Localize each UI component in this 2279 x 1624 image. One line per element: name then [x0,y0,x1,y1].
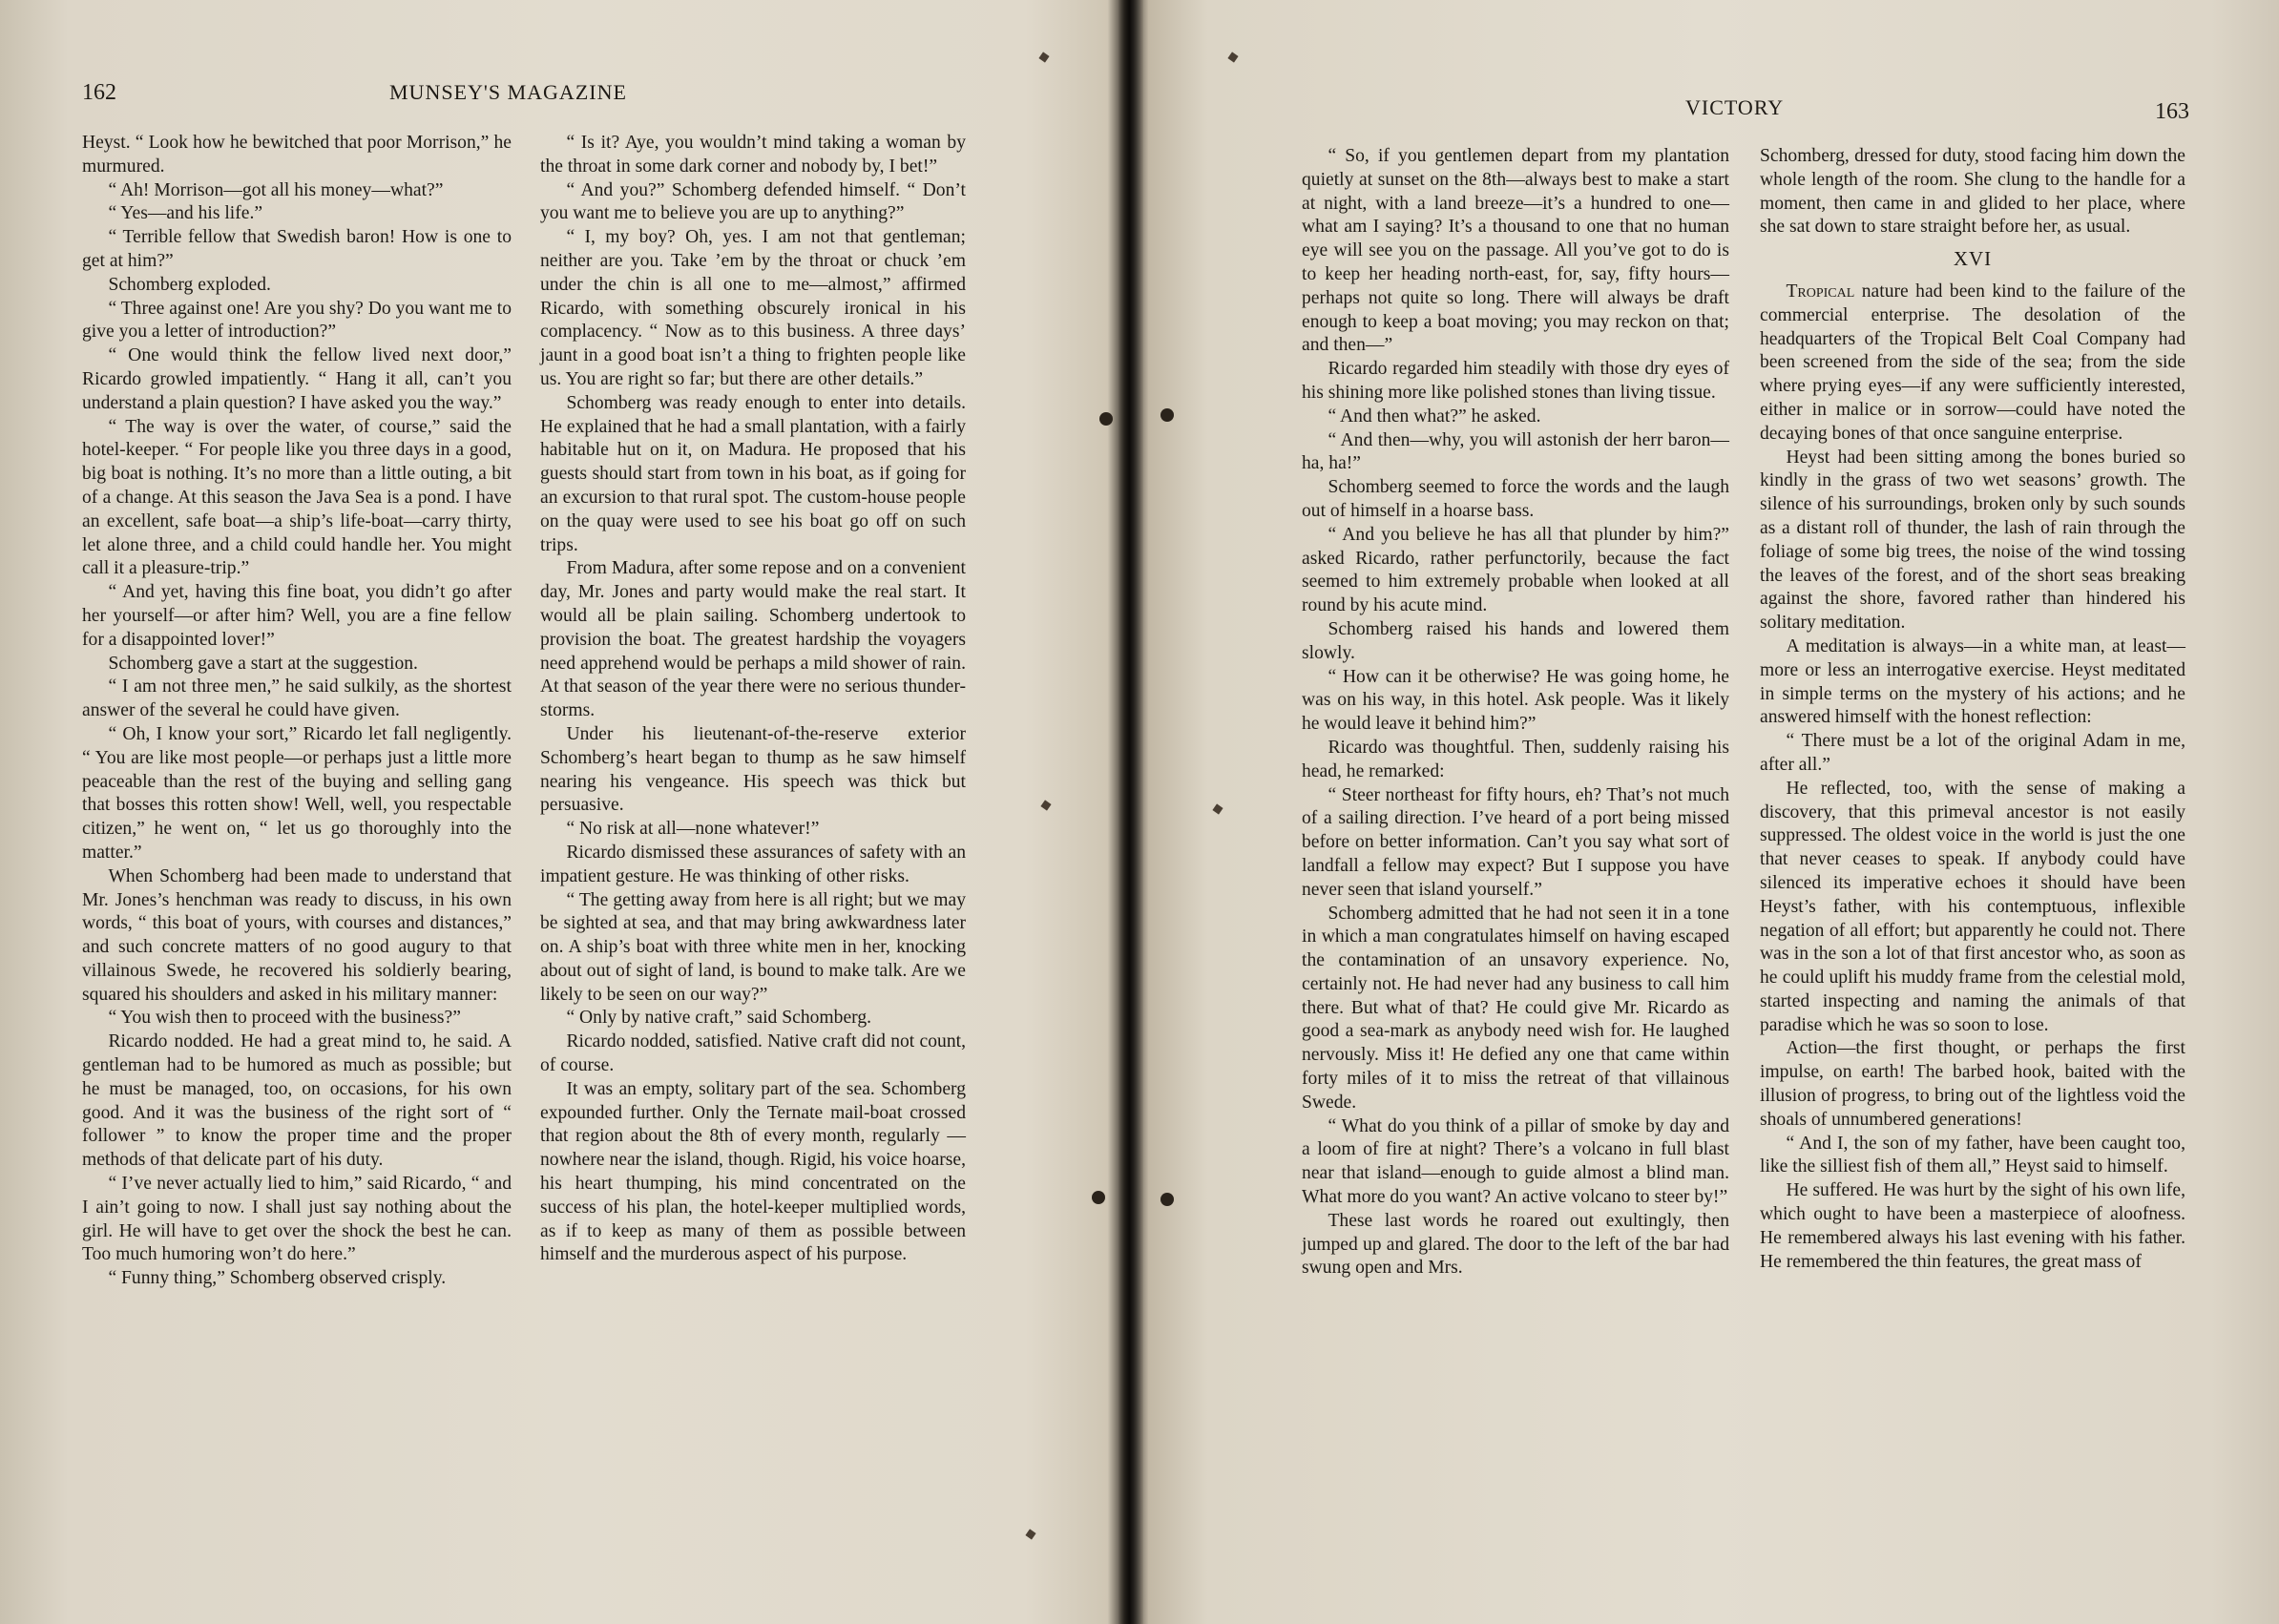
paragraph: “ What do you think of a pillar of smoke by day and a loom of fire at night? There’s a volcano in full blast near that island—enough to guide almost a blind man. What more do you want? An active volcano to steer by!” [1302,1115,1729,1208]
page-number: 163 [2155,99,2189,124]
paragraph: “ And then—why, you will astonish der herr baron—ha, ha!” [1302,429,1729,474]
paragraph: “ There must be a lot of the original Adam in me, after all.” [1760,731,2185,775]
binding-hole [1160,408,1174,422]
paragraph: Schomberg seemed to force the words and the laugh out of himself in a hoarse bass. [1302,477,1729,521]
paragraph: Schomberg exploded. [108,274,271,295]
paragraph: Ricardo nodded. He had a great mind to, he said. A gentleman had to be humored as much as possible; but he must be managed, too, on occasions, for his own good. And it was the business of the right sort of “ follower ” to know the proper time and the proper methods of that delicate part of his duty. [82,1031,512,1171]
gutter-fold [1119,0,1143,1624]
binding-hole [1160,1193,1174,1206]
paragraph: “ Is it? Aye, you wouldn’t mind taking a woman by the throat in some dark corner and nobody by, I bet!” [540,133,966,177]
paragraph: Schomberg gave a start at the suggestion. [108,653,418,674]
paragraph: Heyst had been sitting among the bones buried so kindly in the grass of two wet seasons’ growth. The silence of his surroundings, broken only by such sounds as a distant roll of thunder, the lash of rain through the foliage of some big trees, the noise of the wind tossing the leaves of the forest, and of the short seas breaking against the shore, favored rather than hindered his solitary meditation. [1760,447,2185,634]
paragraph: Schomberg, dressed for duty, stood facing him down the whole length of the room. She clung to the handle for a moment, then came in and glided to her place, where she sat down to stare straight before her, as usual. [1760,146,2185,238]
paragraph: “ Steer northeast for fifty hours, eh? That’s not much of a sailing direction. I’ve heard of a port being missed before on better information. Can’t you say what sort of landfall a fellow may expect? But I suppose you have never seen that island yourself.” [1302,784,1729,900]
paragraph: “ Yes—and his life.” [108,203,263,224]
right-column-2 [1760,145,2185,1274]
paragraph: “ Only by native craft,” said Schomberg. [566,1008,872,1029]
chapter-opening-paragraph: Tropical nature had been kind to the failure of the commercial enterprise. The desolation of the headquarters of the Tropical Belt Coal Company had been screened from the side of the sea; from the side where prying eyes—if any were sufficiently interested, either in malice or in sorrow—could have noted the decaying bones of that once sanguine enterprise. [1760,281,2185,444]
paragraph: He reflected, too, with the sense of making a discovery, that this primeval ancestor is not easily suppressed. The oldest voice in the world is just the one that never ceases to speak. If anybody could have silenced its imperative echoes it should have been Heyst’s father, with his contemptuous, inflexible negation of all effort; but apparently he could not. There was in the son a lot of that first ancestor who, as soon as he could uplift his muddy frame from the celestial mold, started inspecting and naming the animals of that paradise which he was so soon to lose. [1760,778,2185,1035]
paragraph: “ Ah! Morrison—got all his money—what?” [108,179,444,200]
paragraph: These last words he roared out exultingly, then jumped up and glared. The door to the left of the bar had swung open and Mrs. [1302,1210,1729,1279]
paragraph: “ No risk at all—none whatever!” [566,819,820,840]
paragraph: Ricardo was thoughtful. Then, suddenly raising his head, he remarked: [1302,737,1729,781]
running-head: MUNSEY'S MAGAZINE [389,80,627,104]
paragraph: Schomberg was ready enough to enter into details. He explained that he had a small plantation, with a fairly habitable hut on it, on Madura. He proposed that his guests should start from town in his boat, as if going for an excursion to that rural spot. The custom-house people on the quay were used to see his boat go off on such trips. [540,392,966,555]
paragraph: “ I’ve never actually lied to him,” said Ricardo, “ and I ain’t going to now. I shall just say nothing about the girl. He will have to get over the shock the best he can. Too much humoring won’t do here.” [82,1174,512,1265]
right-page [1141,0,2279,1624]
paragraph: Ricardo nodded, satisfied. Native craft did not count, of course. [540,1031,966,1076]
paragraph: Ricardo dismissed these assurances of safety with an impatient gesture. He was thinking of other risks. [540,842,966,886]
paragraph: A meditation is always—in a white man, at least—more or less an interrogative exercise. Heyst meditated in simple terms on the mystery of his actions; and he answered himself with the honest reflection: [1760,635,2185,728]
paragraph: Heyst. “ Look how he bewitched that poor Morrison,” he murmured. [82,133,512,177]
left-page [0,0,1124,1624]
paragraph: “ Oh, I know your sort,” Ricardo let fall negligently. “ You are like most people—or perhaps just a little more peaceable than the rest of the buying and selling gang that bosses this rotten show! Well, well, you respectable citizen,” he went on, “ let us go thoroughly into the matter.” [82,723,512,863]
paragraph: “ I, my boy? Oh, yes. I am not that gentleman; neither are you. Take ’em by the throat or chuck ’em under the chin is all one to me—almost,” affirmed Ricardo, with something obscurely ironical in his complacency. “ Now as to this business. A three days’ jaunt in a good boat isn’t a thing to frighten people like us. You are right so far; but there are other details.” [540,227,966,389]
paragraph: “ And you?” Schomberg defended himself. “ Don’t you want me to believe you are up to anything?” [540,179,966,224]
paragraph: “ You wish then to proceed with the business?” [108,1008,461,1029]
left-column-1 [82,132,512,1291]
paragraph: “ And then what?” he asked. [1328,406,1541,427]
chapter-heading: XVI [1953,247,1993,271]
paragraph: “ The getting away from here is all right; but we may be sighted at sea, and that may bring awkwardness later on. A ship’s boat with three white men in her, knocking about out of sight of land, is bound to make talk. Are we likely to be seen on our way?” [540,889,966,1005]
paragraph: He suffered. He was hurt by the sight of his own life, which ought to have been a masterpiece of aloofness. He remembered always his last evening with his father. He remembered the thin features, the great mass of [1760,1180,2185,1272]
paragraph: From Madura, after some repose and on a convenient day, Mr. Jones and party would make the real start. It would all be plain sailing. Schomberg undertook to provision the boat. The greatest hardship the voyagers need apprehend would be perhaps a mild shower of rain. At that season of the year there were no serious thunder-storms. [540,558,966,721]
right-column-1 [1302,145,1729,1280]
paragraph: Schomberg raised his hands and lowered them slowly. [1302,618,1729,663]
left-column-2 [540,132,966,1267]
binding-hole [1092,1191,1105,1204]
paragraph: “ And you believe he has all that plunder by him?” asked Ricardo, rather perfunctorily, because the fact seemed to him extremely probable when looked at all round by his acute mind. [1302,524,1729,616]
paragraph: “ And yet, having this fine boat, you didn’t go after her yourself—or after him? Well, you are a fine fellow for a disappointed lover!” [82,582,512,650]
paragraph: “ I am not three men,” he said sulkily, as the shortest answer of the several he could have given. [82,677,512,721]
paragraph: Schomberg admitted that he had not seen it in a tone in which a man congratulates himself on having escaped the contamination of an unsavory experience. No, certainly not. He had never had any business to call him there. But what of that? He could give Mr. Ricardo as good a sea-mark as anybody need wish for. He laughed nervously. Miss it! He defied any one that came within forty miles of it to miss the retreat of that villainous Swede. [1302,903,1729,1113]
running-head: VICTORY [1685,95,1785,119]
paragraph: It was an empty, solitary part of the sea. Schomberg expounded further. Only the Ternate mail-boat crossed that region about the 8th of every month, regularly — nowhere near the island, though. Rigid, his voice hoarse, his heart thumping, his mind concentrated on the success of his plan, the hotel-keeper multiplied words, as if to keep as many of them as possible between himself and the murderous aspect of his purpose. [540,1078,966,1265]
paragraph: “ And I, the son of my father, have been caught too, like the silliest fish of them all,” Heyst said to himself. [1760,1133,2185,1177]
paragraph: “ Three against one! Are you shy? Do you want me to give you a letter of introduction?” [82,298,512,343]
page-number: 162 [82,80,116,105]
column-continuation [1760,145,2185,239]
binding-hole [1099,412,1113,426]
paragraph: “ One would think the fellow lived next door,” Ricardo growled impatiently. “ Hang it all, can’t you understand a plain question? I have asked you the way.” [82,345,512,413]
drop-word: Tropical [1786,281,1855,302]
paragraph: “ Funny thing,” Schomberg observed crisply. [108,1268,447,1289]
paragraph: “ So, if you gentlemen depart from my plantation quietly at sunset on the 8th—always best to make a start at night, with a land breeze—it’s a hundred to one—what am I saying? It’s a thousand to one that no human eye will see you on the passage. All you’ve got to do is to keep her heading north-east, for, say, fifty hours—perhaps not quite so long. There will always be draft enough to keep a boat moving; you may reckon on that; and then—” [1302,146,1729,356]
paragraph: Under his lieutenant-of-the-reserve exterior Schomberg’s heart began to thump as he saw himself nearing his vengeance. His speech was thick but persuasive. [540,723,966,816]
paragraph: Ricardo regarded him steadily with those dry eyes of his shining more like polished stones than living tissue. [1302,359,1729,403]
paragraph: Action—the first thought, or perhaps the first impulse, on earth! The barbed hook, baited with the illusion of progress, to bring out of the lightless void the shoals of unnumbered generations! [1760,1038,2185,1130]
paragraph: “ How can it be otherwise? He was going home, he was on his way, in this hotel. Ask people. Was it likely he would leave it behind him?” [1302,666,1729,735]
paragraph: When Schomberg had been made to understand that Mr. Jones’s henchman was ready to discuss, in his own words, “ this boat of yours, with courses and distances,” and such concrete matters of no good augury to that villainous Swede, he recovered his soldierly bearing, squared his shoulders and asked in his military manner: [82,865,512,1005]
paragraph: “ Terrible fellow that Swedish baron! How is one to get at him?” [82,227,512,271]
paragraph: “ The way is over the water, of course,” said the hotel-keeper. “ For people like you three days in a good, big boat is nothing. It’s no more than a little outing, a bit of a change. At this season the Java Sea is a pond. I have an excellent, safe boat—a ship’s life-boat—carry thirty, let alone three, and a child could handle her. You might call it a pleasure-trip.” [82,416,512,579]
column-body [1760,447,2185,1275]
